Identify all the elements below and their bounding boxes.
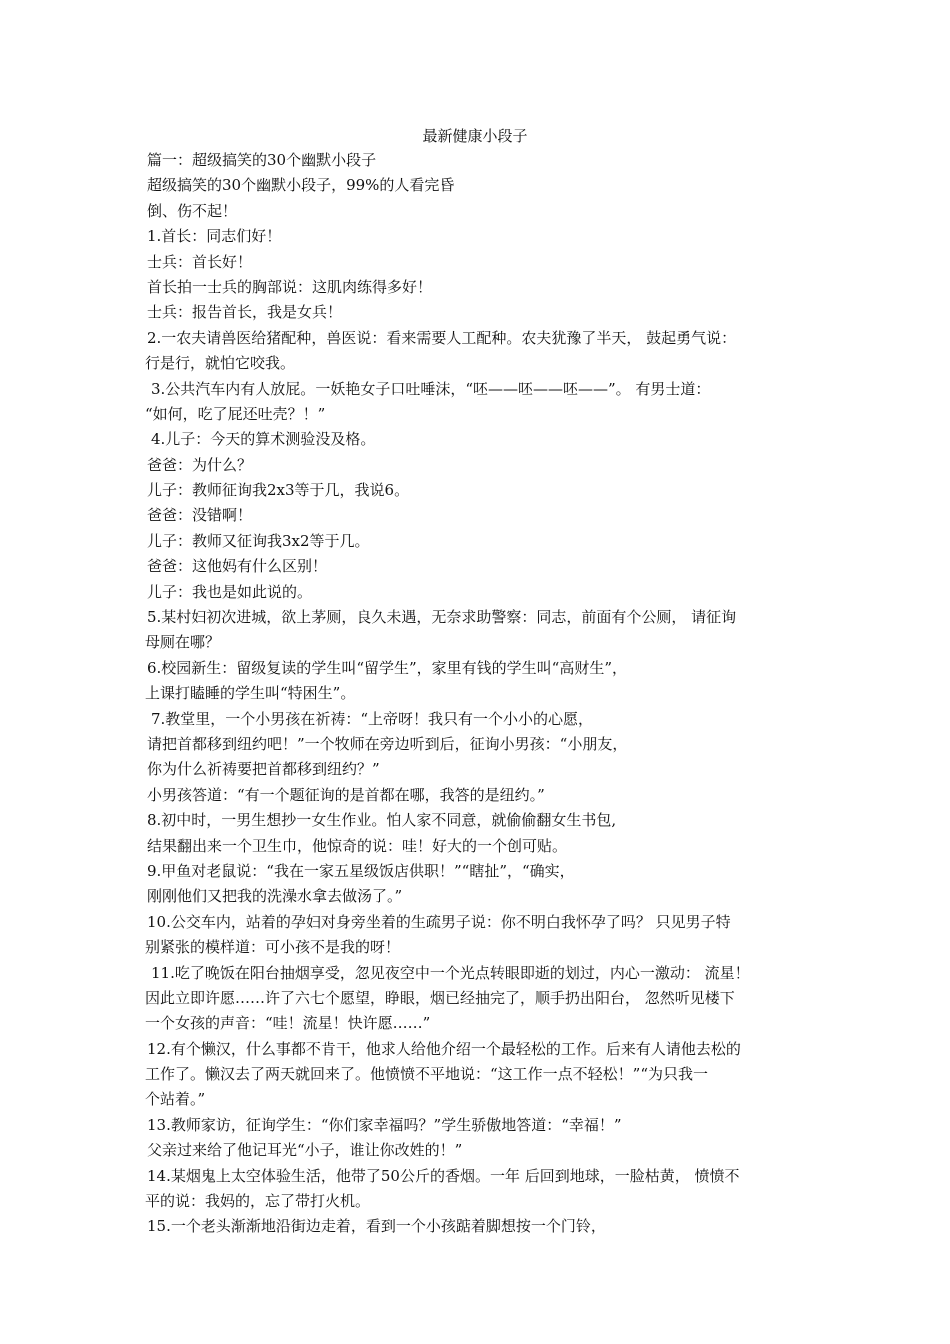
text-line: 别紧张的模样道：可小孩不是我的呀！ [145,938,401,957]
text-line: 儿子：我也是如此说的。 [147,582,313,601]
text-line: 10.公交车内，站着的孕妇对身旁坐着的生疏男子说：你不明白我怀孕了吗？ 只见男子特 [147,912,731,931]
text-line: 超级搞笑的30个幽默小段子，99%的人看完昏 [147,176,455,195]
text-line: 上课打瞌睡的学生叫“特困生”。 [145,684,356,703]
text-line: 倒、伤不起！ [147,201,238,220]
text-line: 12.有个懒汉，什么事都不肯干，他求人给他介绍一个最轻松的工作。后来有人请他去松的 [147,1039,741,1058]
text-line: 儿子：教师又征询我3x2等于几。 [147,531,370,550]
text-line: 2.一农夫请兽医给猪配种，兽医说：看来需要人工配种。农夫犹豫了半天， 鼓起勇气说： [147,328,737,347]
text-line: 1.首长：同志们好！ [147,227,282,246]
text-line: 6.校园新生：留级复读的学生叫“留学生”，家里有钱的学生叫“高财生”， [147,658,627,677]
text-line: 士兵：报告首长，我是女兵！ [147,303,343,322]
text-line: 9.甲鱼对老鼠说：“我在一家五星级饭店供职！”“瞎扯”，“确实， [147,861,575,880]
text-line: 儿子：教师征询我2x3等于几，我说6。 [147,481,410,500]
text-line: 行是行，就怕它咬我。 [145,354,296,373]
text-line: 爸爸：这他妈有什么区别！ [147,557,328,576]
text-line: 请把首都移到纽约吧！”一个牧师在旁边听到后，征询小男孩：“小朋友， [147,734,628,753]
text-line: 篇一：超级搞笑的30个幽默小段子 [147,151,377,169]
text-line: “如何，吃了屁还吐壳？！” [145,404,326,423]
text-line: 爸爸：没错啊！ [147,506,253,525]
text-line: 你为什么祈祷要把首都移到纽约？” [147,760,380,779]
text-line: 平的说：我妈的，忘了带打火机。 [145,1192,371,1211]
document-body [145,148,810,1240]
text-line: 7.教堂里，一个小男孩在祈祷：“上帝呀！我只有一个小小的心愿， [151,709,593,728]
text-line: 4.儿子：今天的算术测验没及格。 [151,430,376,449]
text-line: 13.教师家访，征询学生：“你们家幸福吗？”学生骄傲地答道：“幸福！” [147,1115,622,1134]
text-line: 一个女孩的声音：“哇！流星！快许愿……” [145,1014,431,1033]
text-line: 11.吃了晚饭在阳台抽烟享受，忽见夜空中一个光点转眼即逝的划过，内心一激动： 流星！ [151,963,750,982]
text-line: 小男孩答道：“有一个题征询的是首都在哪，我答的是纽约。” [147,785,545,804]
text-line: 爸爸：为什么？ [147,455,253,474]
text-line: 8.初中时，一男生想抄一女生作业。怕人家不同意，就偷偷翻女生书包, [147,811,617,830]
text-line: 3.公共汽车内有人放屁。一妖艳女子口吐唾沫，“呸——呸——呸——”。 有男士道： [151,379,711,398]
text-line: 父亲过来给了他记耳光“小子，谁让你改姓的！” [147,1141,463,1160]
document-title: 最新健康小段子 [422,127,528,145]
text-line: 结果翻出来一个卫生巾，他惊奇的说：哇！好大的一个创可贴。 [147,836,568,855]
text-line: 刚刚他们又把我的洗澡水拿去做汤了。” [147,887,403,906]
text-line: 母厕在哪？ [145,633,221,652]
text-line: 个站着。” [145,1090,206,1109]
text-line: 士兵：首长好！ [147,252,253,271]
text-line: 15.一个老头渐渐地沿街边走着，看到一个小孩踮着脚想按一个门铃， [147,1217,606,1236]
text-line: 工作了。懒汉去了两天就回来了。他愤愤不平地说：“这工作一点不轻松！”“为只我一 [145,1065,709,1084]
text-line: 因此立即许愿……许了六七个愿望，睁眼，烟已经抽完了，顺手扔出阳台， 忽然听见楼下 [145,988,735,1007]
text-line: 5.某村妇初次进城，欲上茅厕，良久未遇，无奈求助警察：同志，前面有个公厕， 请征询 [147,608,737,627]
text-line: 14.某烟鬼上太空体验生活，他带了50公斤的香烟。一年 后回到地球，一脸枯黄， 愤愤不 [147,1166,740,1185]
text-line: 首长拍一士兵的胸部说：这肌肉练得多好！ [147,277,433,296]
